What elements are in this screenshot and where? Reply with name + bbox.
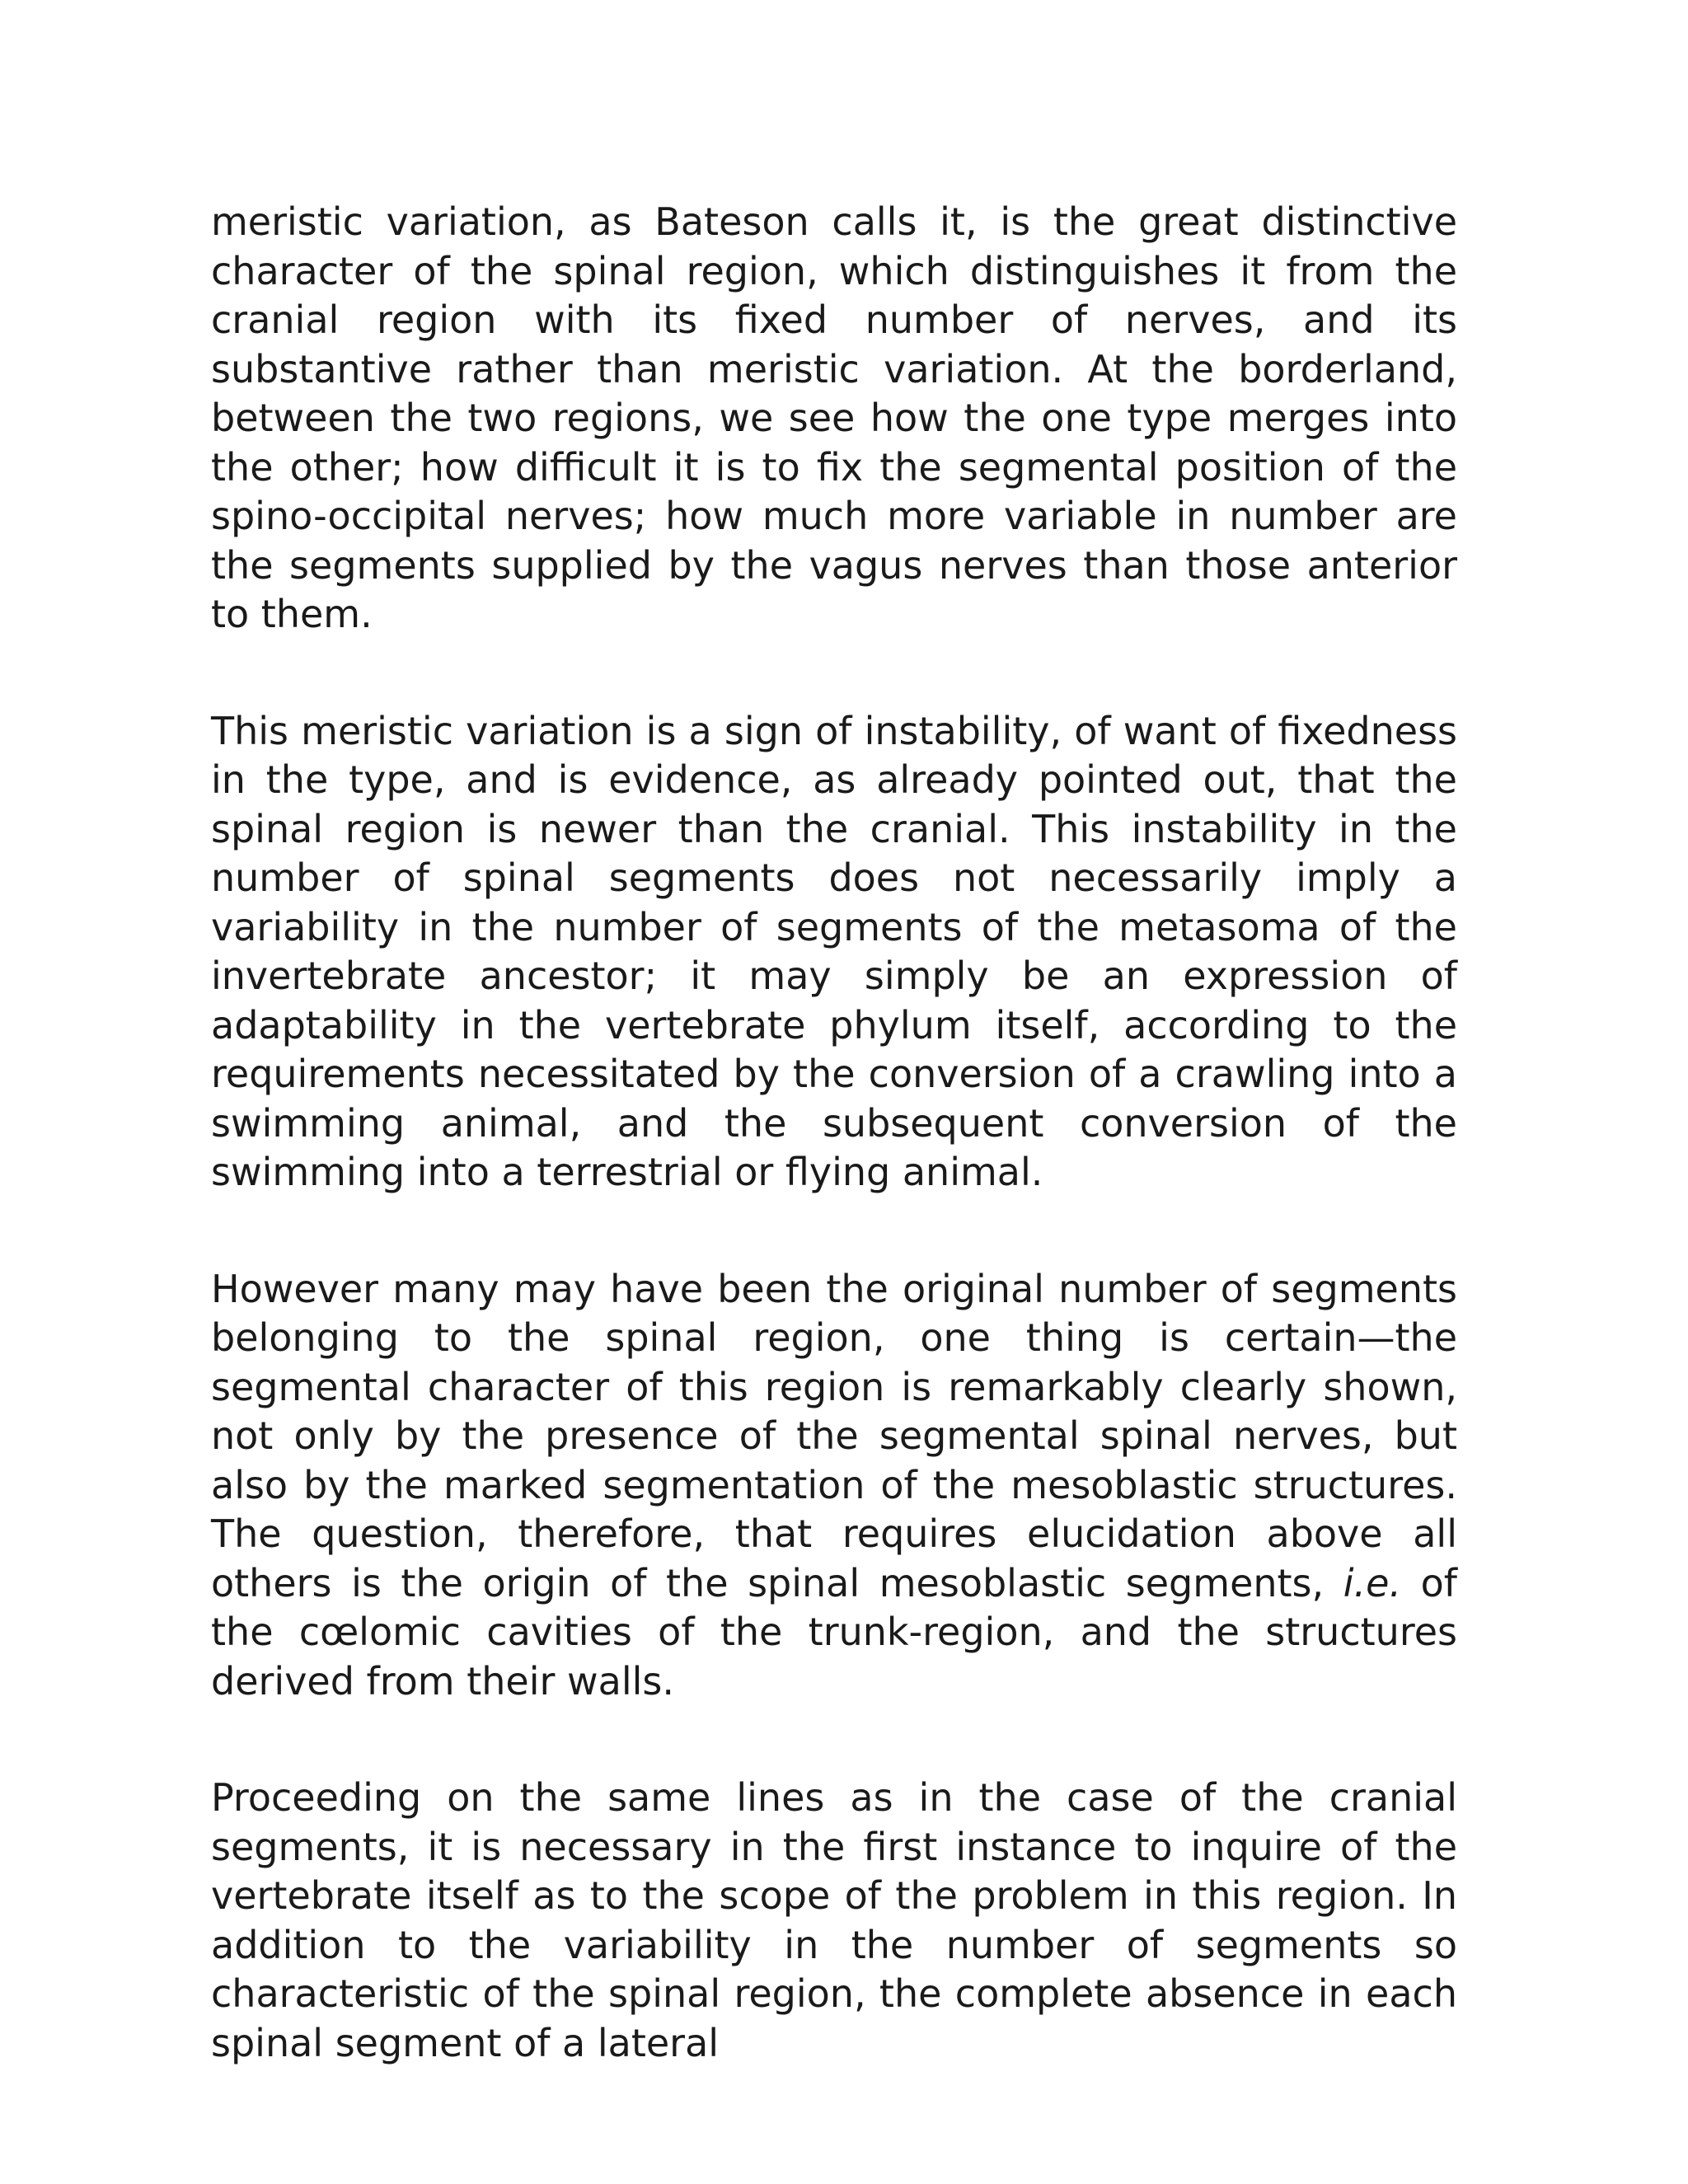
paragraph-3-text-after: of the cœlomic cavities of the trunk-region, and the structures derived from their walls. — [211, 1560, 1458, 1704]
paragraph-2: This meristic variation is a sign of instability, of want of fixedness in the type, and is evidence, as already pointed out, that the spinal region is newer than the cranial. This instability in the number of spinal segments does not necessarily imply a variability in the number of segments of the metasoma of the invertebrate ancestor; it may simply be an expression of adaptability in the vertebrate phylum itself, according to the requirements necessitated by the conversion of a crawling into a swimming animal, and the subsequent conversion of the swimming into a terrestrial or flying animal. — [211, 708, 1457, 1194]
paragraph-4: Proceeding on the same lines as in the case of the cranial segments, it is necessary in the first instance to inquire of the vertebrate itself as to the scope of the problem in this region. In addition to the variability in the number of segments so characteristic of the spinal region, the complete absence in each spinal segment of a lateral — [211, 1775, 1457, 2065]
paragraph-1: meristic variation, as Bateson calls it, is the great distinctive character of the spinal region, which distinguishes it from the cranial region with its fixed number of nerves, and its substantive rather than meristic variation. At the borderland, between the two regions, we see how the one type merges into the other; how difficult it is to fix the segmental position of the spino-occipital nerves; how much more variable in number are the segments supplied by the vagus nerves than those anterior to them. — [211, 199, 1457, 636]
paragraph-3-italic-abbrev: i.e. — [1343, 1560, 1402, 1605]
paragraph-3 — [211, 1265, 1457, 1707]
document-page — [211, 198, 1457, 2068]
paragraph-3-text-before: However many may have been the original number of segments belonging to the spinal region, one thing is certain—the segmental character of this region is remarkably clearly shown, not only by the presence of the segmental spinal nerves, but also by the marked segmentation of the mesoblastic structures. The question, therefore, that requires elucidation above all others is the origin of the spinal mesoblastic segments, — [211, 1266, 1457, 1605]
